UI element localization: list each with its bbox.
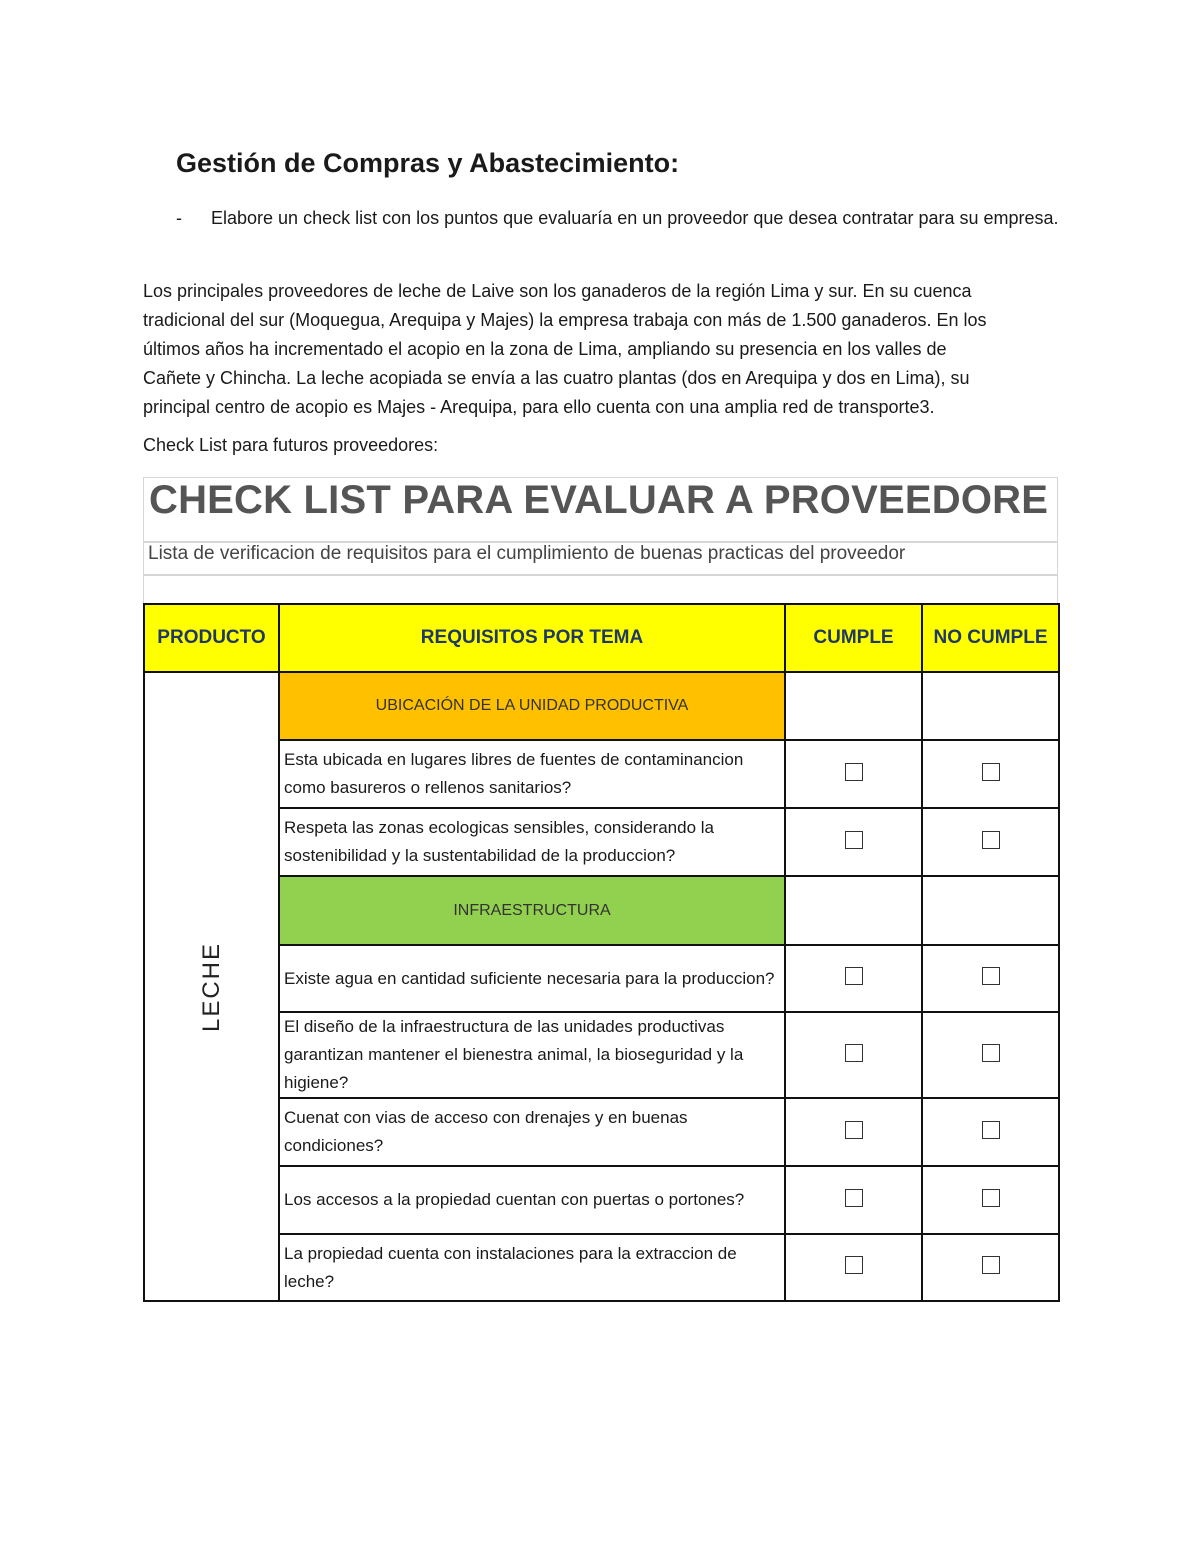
table-row [144, 1012, 1059, 1098]
category-infrastructure: INFRAESTRUCTURA [279, 876, 785, 945]
complies-cell [785, 740, 922, 808]
empty-cell [922, 672, 1059, 740]
complies-cell [785, 1098, 922, 1166]
category-location: UBICACIÓN DE LA UNIDAD PRODUCTIVA [279, 672, 785, 740]
table-row [144, 1098, 1059, 1166]
sheet-subtitle: Lista de verificacion de requisitos para el cumplimiento de buenas practicas del proveedor [148, 543, 906, 564]
bullet-marker: - [176, 208, 182, 228]
category-row [144, 672, 1059, 740]
header-requirements: REQUISITOS POR TEMA [279, 604, 785, 672]
category-row [144, 876, 1059, 945]
requirement-text: Cuenat con vias de acceso con drenajes y en buenas condiciones? [279, 1098, 785, 1166]
not-complies-checkbox[interactable] [982, 967, 1000, 985]
table-row [144, 1166, 1059, 1234]
complies-cell [785, 945, 922, 1012]
not-complies-checkbox[interactable] [982, 1044, 1000, 1062]
empty-cell [922, 876, 1059, 945]
empty-cell [785, 672, 922, 740]
intro-line: tradicional del sur (Moquegua, Arequipa y Majes) la empresa trabaja con más de 1.500 ganaderos. En los [143, 310, 987, 330]
header-product: PRODUCTO [144, 604, 279, 672]
not-complies-checkbox[interactable] [982, 1256, 1000, 1274]
empty-cell [785, 876, 922, 945]
complies-checkbox[interactable] [845, 1256, 863, 1274]
complies-checkbox[interactable] [845, 1044, 863, 1062]
requirement-text: El diseño de la infraestructura de las unidades productivas garantizan mantener el bienestra animal, la bioseguridad y la higiene? [279, 1012, 785, 1098]
intro-line: principal centro de acopio es Majes - Arequipa, para ello cuenta con una amplia red de transporte3. [143, 397, 935, 417]
product-label: LECHE [197, 941, 225, 1032]
sheet-divider [144, 574, 1057, 576]
requirement-text: La propiedad cuenta con instalaciones para la extraccion de leche? [279, 1234, 785, 1301]
page-title: Gestión de Compras y Abastecimiento: [176, 148, 680, 178]
table-row [144, 1234, 1059, 1301]
not-complies-cell [922, 808, 1059, 876]
complies-cell [785, 808, 922, 876]
not-complies-cell [922, 740, 1059, 808]
header-row [144, 604, 1059, 672]
checklist-sheet [143, 477, 1058, 1300]
requirement-text: Los accesos a la propiedad cuentan con puertas o portones? [279, 1166, 785, 1234]
complies-checkbox[interactable] [845, 967, 863, 985]
intro-paragraph [143, 277, 1063, 422]
sheet-header [143, 477, 1058, 603]
header-complies: CUMPLE [785, 604, 922, 672]
requirement-text: Existe agua en cantidad suficiente necesaria para la produccion? [279, 945, 785, 1012]
complies-checkbox[interactable] [845, 763, 863, 781]
table-row [144, 945, 1059, 1012]
checklist-table [143, 603, 1060, 1302]
not-complies-cell [922, 1098, 1059, 1166]
not-complies-cell [922, 1234, 1059, 1301]
intro-line: Cañete y Chincha. La leche acopiada se envía a las cuatro plantas (dos en Arequipa y dos en Lima), su [143, 368, 970, 388]
checklist-caption: Check List para futuros proveedores: [143, 435, 439, 455]
bullet-text: Elabore un check list con los puntos que evaluaría en un proveedor que desea contratar para su empresa. [211, 208, 1059, 228]
not-complies-checkbox[interactable] [982, 1121, 1000, 1139]
table-row [144, 808, 1059, 876]
not-complies-cell [922, 1166, 1059, 1234]
complies-cell [785, 1012, 922, 1098]
not-complies-checkbox[interactable] [982, 1189, 1000, 1207]
complies-cell [785, 1234, 922, 1301]
sheet-title: CHECK LIST PARA EVALUAR A PROVEEDORE [149, 478, 1049, 522]
not-complies-cell [922, 945, 1059, 1012]
not-complies-checkbox[interactable] [982, 831, 1000, 849]
requirement-text: Respeta las zonas ecologicas sensibles, considerando la sostenibilidad y la sustentabilidad de la produccion? [279, 808, 785, 876]
intro-line: Los principales proveedores de leche de Laive son los ganaderos de la región Lima y sur. En su cuenca [143, 281, 972, 301]
not-complies-checkbox[interactable] [982, 763, 1000, 781]
complies-checkbox[interactable] [845, 831, 863, 849]
not-complies-cell [922, 1012, 1059, 1098]
intro-line: últimos años ha incrementado el acopio en la zona de Lima, ampliando su presencia en los valles de [143, 339, 947, 359]
complies-checkbox[interactable] [845, 1121, 863, 1139]
complies-checkbox[interactable] [845, 1189, 863, 1207]
table-row [144, 740, 1059, 808]
complies-cell [785, 1166, 922, 1234]
product-cell [144, 672, 279, 1301]
requirement-text: Esta ubicada en lugares libres de fuentes de contaminancion como basureros o rellenos sanitarios? [279, 740, 785, 808]
header-not-complies: NO CUMPLE [922, 604, 1059, 672]
